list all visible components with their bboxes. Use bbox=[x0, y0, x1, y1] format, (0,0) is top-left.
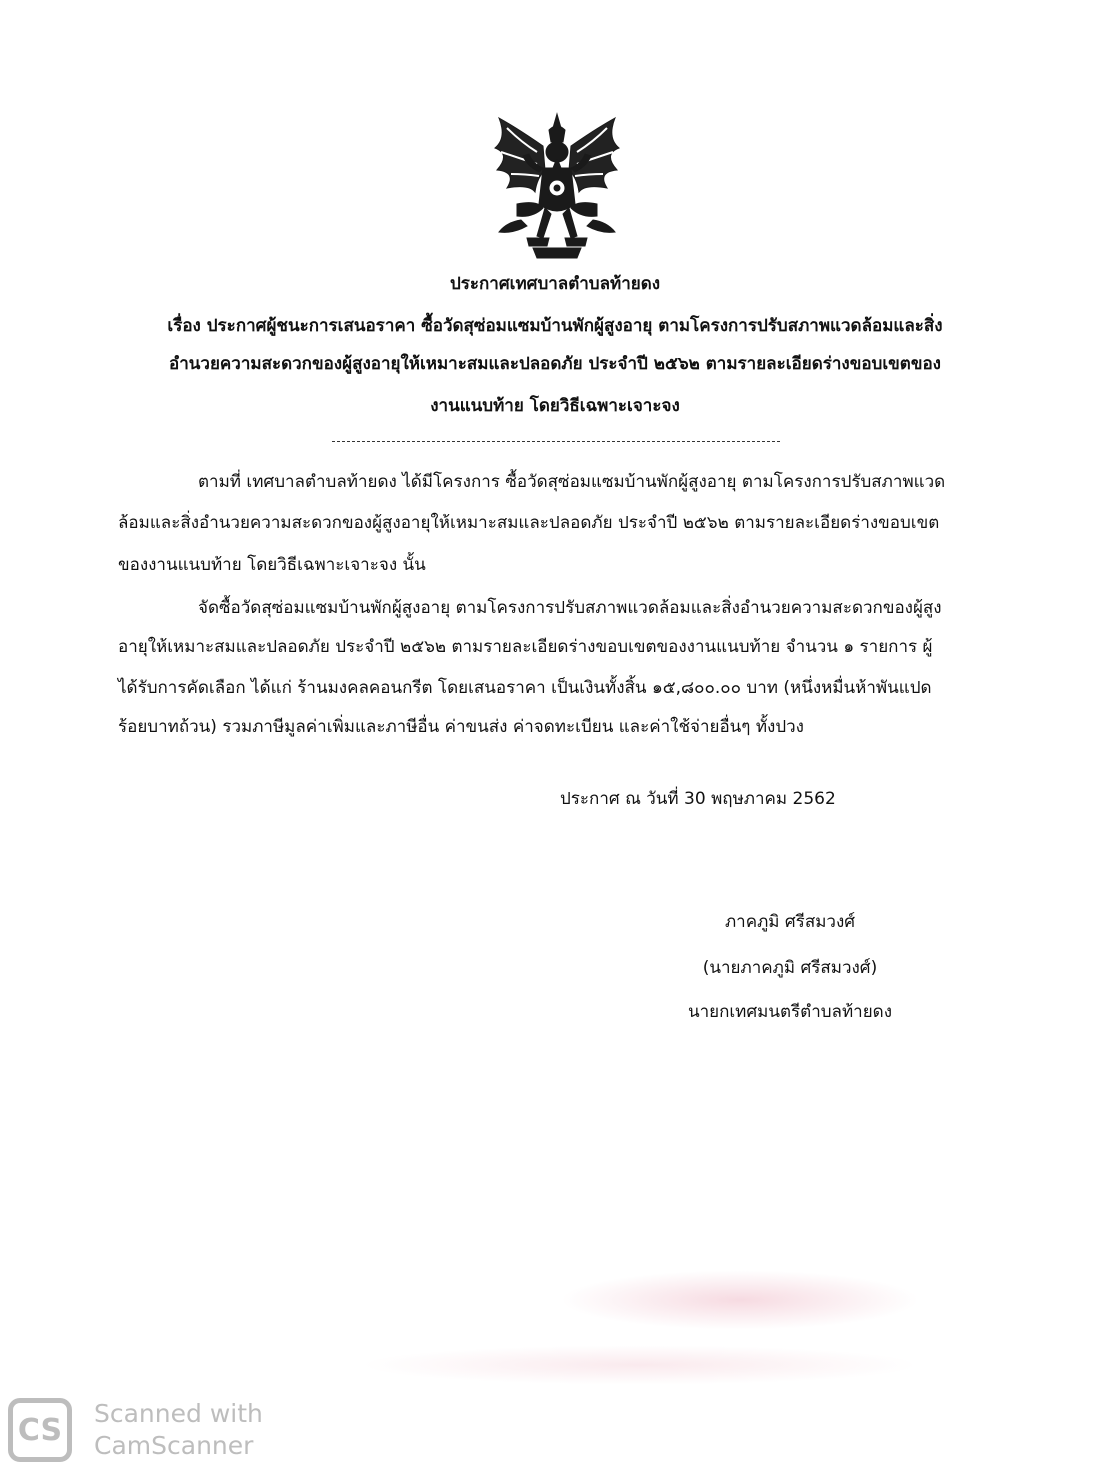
announce-date: ประกาศ ณ วันที่ 30 พฤษภาคม 2562 bbox=[560, 789, 836, 809]
printed-name: (นายภาคภูมิ ศรีสมวงศ์) bbox=[702, 958, 878, 978]
garuda-emblem-icon bbox=[477, 108, 637, 266]
scan-smudge bbox=[560, 1270, 920, 1330]
signer-position: นายกเทศมนตรีตำบลท้ายดง bbox=[687, 1002, 893, 1022]
subject-line-2: อำนวยความสะดวกของผู้สูงอายุให้เหมาะสมและปลอดภัย ประจำปี ๒๕๖๒ ตามรายละเอียดร่างขอบเขตของ bbox=[169, 354, 941, 374]
org-title: ประกาศเทศบาลตำบลท้ายดง bbox=[449, 274, 661, 294]
signed-name: ภาคภูมิ ศรีสมวงศ์ bbox=[724, 912, 856, 932]
paragraph1-line-1: ตามที่ เทศบาลตำบลท้ายดง ได้มีโครงการ ซื้อวัดสุซ่อมแซมบ้านพักผู้สูงอายุ ตามโครงการปรับสภาพแวด bbox=[198, 472, 946, 492]
watermark-text bbox=[94, 1398, 263, 1462]
subject-line-3: งานแนบท้าย โดยวิธีเฉพาะเจาะจง bbox=[430, 396, 680, 416]
paragraph2-line-3: ได้รับการคัดเลือก ได้แก่ ร้านมงคลคอนกรีต โดยเสนอราคา เป็นเงินทั้งสิ้น ๑๕,๘๐๐.๐๐ บาท (หนึ่งหมื่นห้าพันแปด bbox=[118, 678, 932, 698]
divider bbox=[332, 441, 780, 442]
paragraph2-line-4: ร้อยบาทถ้วน) รวมภาษีมูลค่าเพิ่มและภาษีอื่น ค่าขนส่ง ค่าจดทะเบียน และค่าใช้จ่ายอื่นๆ ทั้งปวง bbox=[118, 717, 804, 737]
watermark-line-1: Scanned with bbox=[94, 1399, 263, 1428]
paragraph1-line-2: ล้อมและสิ่งอำนวยความสะดวกของผู้สูงอายุให้เหมาะสมและปลอดภัย ประจำปี ๒๕๖๒ ตามรายละเอียดร่างขอบเขต bbox=[118, 513, 940, 533]
subject-line-1: เรื่อง ประกาศผู้ชนะการเสนอราคา ซื้อวัดสุซ่อมแซมบ้านพักผู้สูงอายุ ตามโครงการปรับสภาพแวดล้อมและสิ่ง bbox=[167, 316, 943, 336]
paragraph2-line-1: จัดซื้อวัดสุซ่อมแซมบ้านพักผู้สูงอายุ ตามโครงการปรับสภาพแวดล้อมและสิ่งอำนวยความสะดวกของผู้สูง bbox=[198, 598, 942, 618]
camscanner-logo-icon: CS bbox=[8, 1398, 72, 1462]
paragraph2-line-2: อายุให้เหมาะสมและปลอดภัย ประจำปี ๒๕๖๒ ตามรายละเอียดร่างขอบเขตของงานแนบท้าย จำนวน ๑ รายการ ผู้ bbox=[118, 637, 933, 657]
watermark-line-2: CamScanner bbox=[94, 1431, 254, 1460]
camscanner-watermark bbox=[8, 1398, 308, 1470]
paragraph1-line-3: ของงานแนบท้าย โดยวิธีเฉพาะเจาะจง นั้น bbox=[118, 555, 426, 575]
scan-smudge bbox=[360, 1345, 920, 1385]
